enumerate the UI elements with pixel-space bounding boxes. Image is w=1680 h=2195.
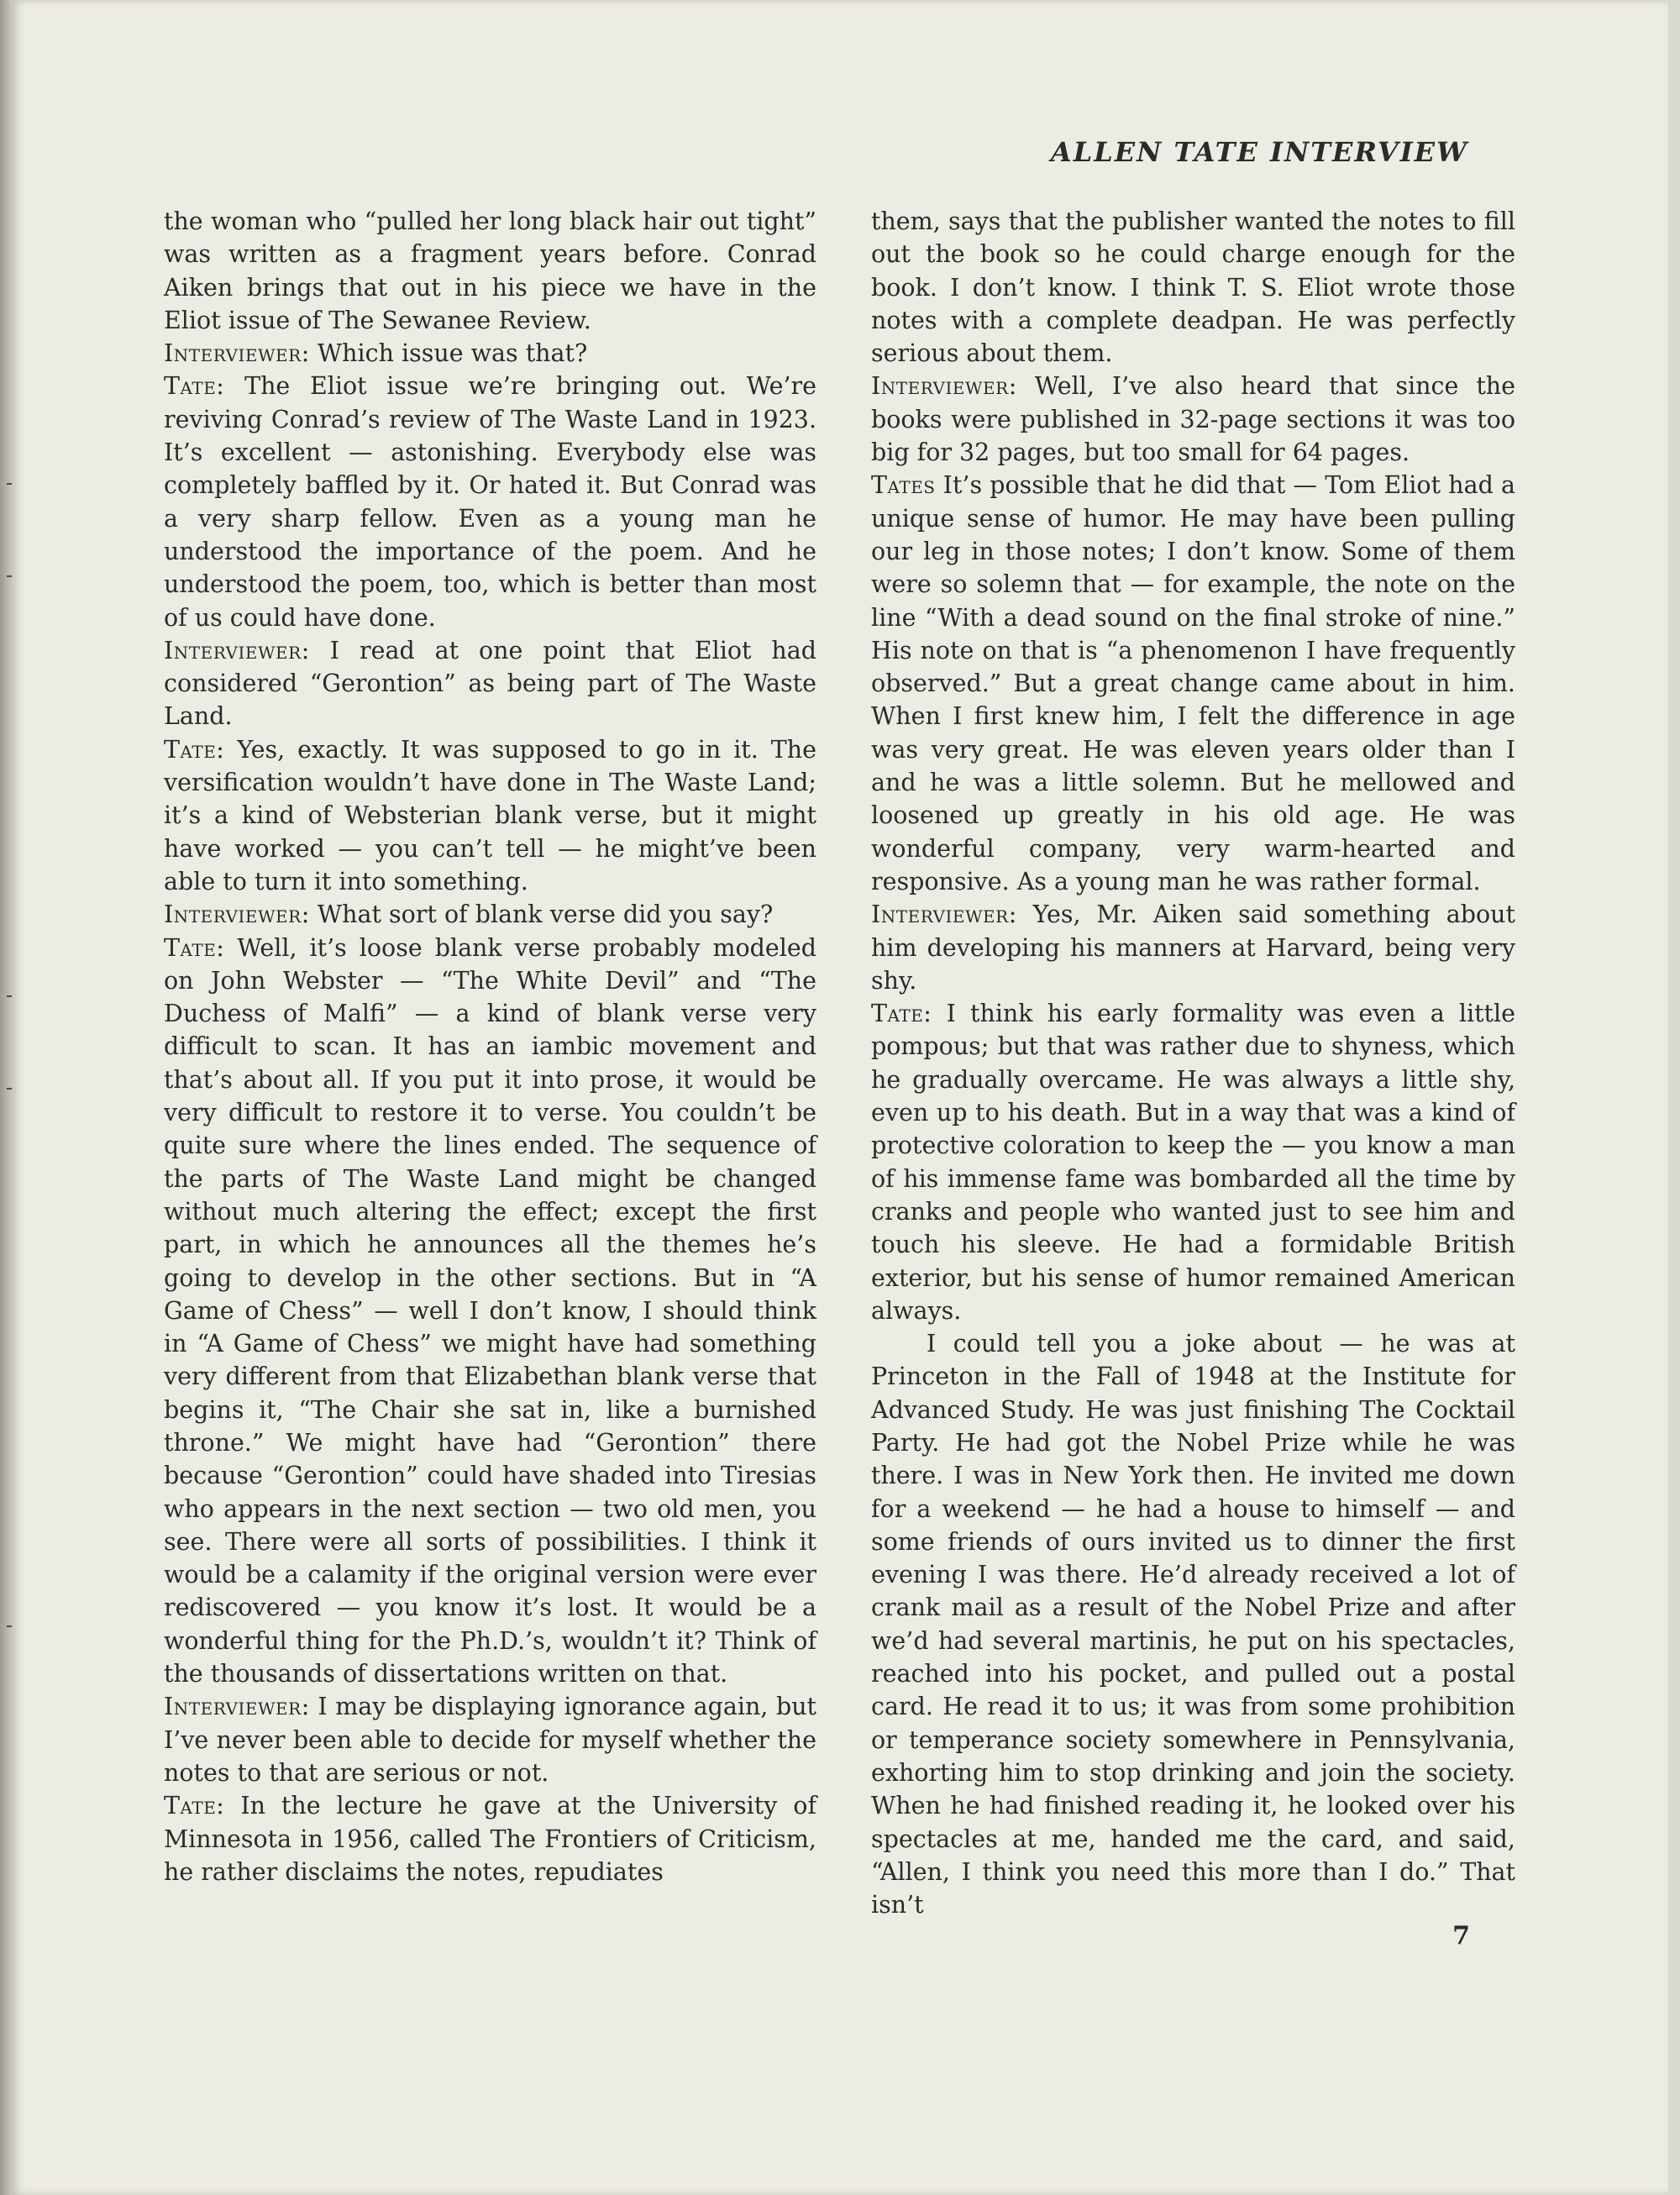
- speaker-label: Tate:: [871, 1000, 932, 1028]
- paragraph-text: Well, I’ve also heard that since the books were published in 32-page sections it was too big for 32 pages, but too small for 64 pages.: [871, 372, 1515, 467]
- speaker-label: Tate:: [164, 372, 225, 401]
- paragraph-text: Yes, exactly. It was supposed to go in it. The versification wouldn’t have done in The Waste Land; it’s a kind of Websterian blank verse, but it might have worked — you can’t tell — he might’ve been able to turn it into something.: [164, 735, 816, 895]
- paragraph-text: the woman who “pulled her long black hair out tight” was written as a fragment years before. Conrad Aiken brings that out in his piece we have in the Eliot issue of The Sewanee Review.: [164, 207, 816, 334]
- speaker-label: Interviewer:: [164, 339, 310, 368]
- paragraph-text: Yes, Mr. Aiken said something about him developing his manners at Harvard, being very shy.: [871, 901, 1515, 995]
- margin-mark: [7, 995, 12, 997]
- paragraph: [164, 1789, 816, 1888]
- speaker-label: Interviewer:: [871, 901, 1017, 929]
- paragraph-text: I could tell you a joke about — he was at Princeton in the Fall of 1948 at the Institute for Advanced Study. He was just finishing The Cocktail Party. He had got the Nobel Prize while he was there. I was in New York then. He invited me down for a weekend — he had a house to himself — and some friends of ours invited us to dinner the first evening I was there. He’d already received a lot of crank mail as a result of the Nobel Prize and after we’d had several martinis, he put on his spectacles, reached into his pocket, and pulled out a postal card. He read it to us; it was from some prohibition or temperance society somewhere in Pennsylvania, exhorting him to stop drinking and join the society. When he had finished reading it, he looked over his spectacles at me, handed me the card, and said, “Allen, I think you need this more than I do.” That isn’t: [871, 1330, 1515, 1919]
- speaker-label: Interviewer:: [164, 1693, 310, 1721]
- paragraph: [871, 898, 1515, 997]
- paragraph-text: It’s possible that he did that — Tom Eliot had a unique sense of humor. He may have been pulling our leg in those notes; I don’t know. Some of them were so solemn that — for example, the note on the line “With a dead sound on the final stroke of nine.” His note on that is “a phenomenon I have frequently observed.” But a great change came about in him. When I first knew him, I felt the difference in age was very great. He was eleven years older than I and he was a little solemn. But he mellowed and loosened up greatly in his old age. He was wonderful company, very warm-hearted and responsive. As a young man he was rather formal.: [871, 471, 1515, 895]
- speaker-label: Tate:: [164, 1792, 225, 1820]
- paragraph-text: I may be displaying ignorance again, but I’ve never been able to decide for myself whether the notes to that are serious or not.: [164, 1693, 816, 1787]
- paragraph-text: What sort of blank verse did you say?: [309, 901, 774, 929]
- left-column: [164, 205, 816, 1888]
- speaker-label: Tate:: [164, 933, 225, 962]
- paragraph: [871, 370, 1515, 469]
- speaker-label: Tates: [871, 471, 936, 500]
- paragraph: [164, 733, 816, 898]
- paragraph: [871, 997, 1515, 1327]
- binding-spine: [0, 0, 12, 2195]
- paragraph-text: them, says that the publisher wanted the notes to fill out the book so he could charge enough for the book. I don’t know. I think T. S. Eliot wrote those notes with a complete deadpan. He was perfectly serious about them.: [871, 207, 1515, 368]
- paragraph: [871, 205, 1515, 370]
- paragraph: [164, 205, 816, 337]
- book-page: [12, 0, 1668, 2195]
- paragraph-text: The Eliot issue we’re bringing out. We’re reviving Conrad’s review of The Waste Land in 1923. It’s excellent — astonishing. Everybody else was completely baffled by it. Or hated it. But Conrad was a very sharp fellow. Even as a young man he understood the importance of the poem. And he understood the poem, too, which is better than most of us could have done.: [164, 372, 816, 632]
- running-head: ALLEN TATE INTERVIEW: [1050, 136, 1468, 168]
- speaker-label: Interviewer:: [164, 901, 310, 929]
- margin-mark: [7, 1625, 12, 1627]
- speaker-label: Interviewer:: [871, 372, 1017, 401]
- paragraph: [164, 1690, 816, 1789]
- paragraph: [164, 370, 816, 633]
- paragraph: [164, 932, 816, 1691]
- margin-mark: [7, 483, 12, 485]
- paragraph-text: I think his early formality was even a little pompous; but that was rather due to shyness, which he gradually overcame. He was always a little shy, even up to his death. But in a way that was a kind of protective coloration to keep the — you know a man of his immense fame was bombarded all the time by cranks and people who wanted just to see him and touch his sleeve. He had a formidable British exterior, but his sense of humor remained American always.: [871, 1000, 1515, 1325]
- page-number: 7: [1452, 1921, 1470, 1951]
- paragraph-text: I read at one point that Eliot had considered “Gerontion” as being part of The Waste Land.: [164, 636, 816, 731]
- margin-mark: [7, 1088, 12, 1090]
- paragraph: [871, 469, 1515, 898]
- paragraph: [871, 1327, 1515, 1921]
- paragraph-text: Well, it’s loose blank verse probably modeled on John Webster — “The White Devil” and “The Duchess of Malfi” — a kind of blank verse very difficult to scan. It has an iambic movement and that’s about all. If you put it into prose, it would be very difficult to restore it to verse. You couldn’t be quite sure where the lines ended. The sequence of the parts of The Waste Land might be changed without much altering the effect; except the first part, in which he announces all the themes he’s going to develop in the other sections. But in “A Game of Chess” — well I don’t know, I should think in “A Game of Chess” we might have had something very different from that Elizabethan blank verse that begins it, “The Chair she sat in, like a burnished throne.” We might have had “Gerontion” there because “Gerontion” could have shaded into Tiresias who appears in the next section — two old men, you see. There were all sorts of possibilities. I think it would be a calamity if the original version were ever rediscovered — you know it’s lost. It would be a wonderful thing for the Ph.D.’s, wouldn’t it? Think of the thousands of dissertations written on that.: [164, 933, 816, 1688]
- margin-mark: [7, 575, 12, 577]
- paragraph: [164, 898, 816, 931]
- speaker-label: Tate:: [164, 735, 225, 764]
- paragraph-text: In the lecture he gave at the University of Minnesota in 1956, called The Frontiers of Criticism, he rather disclaims the notes, repudiates: [164, 1792, 816, 1886]
- paragraph: [164, 634, 816, 733]
- right-column: [871, 205, 1515, 1921]
- speaker-label: Interviewer:: [164, 636, 310, 664]
- paragraph-text: Which issue was that?: [309, 339, 588, 368]
- paragraph: [164, 337, 816, 370]
